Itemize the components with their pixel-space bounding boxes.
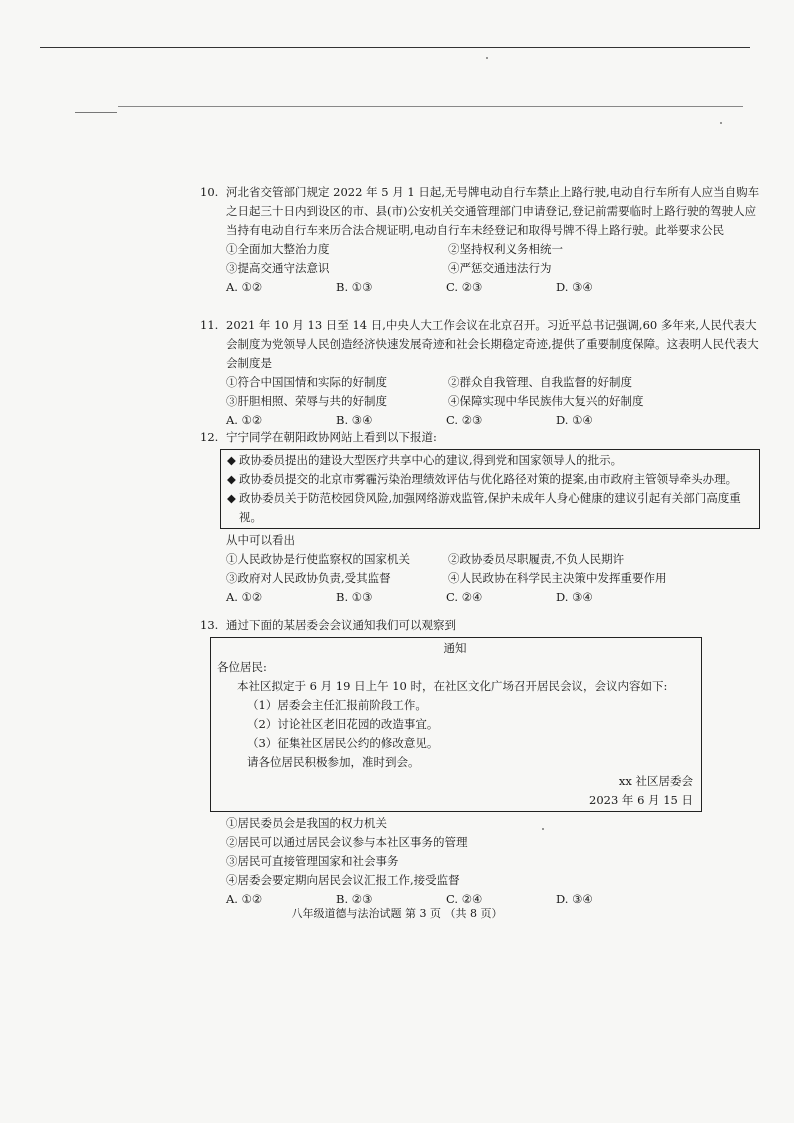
answer-choice-b[interactable]: B. ①③ [336, 280, 373, 294]
question-lead: 从中可以看出 [226, 533, 295, 547]
news-item-text: 政协委员提出的建设大型医疗共享中心的建议,得到党和国家领导人的批示。 [239, 453, 623, 467]
statement-option: ③肝胆相照、荣辱与共的好制度 [226, 394, 387, 408]
news-item [227, 489, 751, 527]
notice-signer: xx 社区居委会 [618, 774, 693, 788]
scan-line-left [75, 112, 117, 113]
statement-option: ④人民政协在科学民主决策中发挥重要作用 [448, 571, 667, 585]
answer-choice-a[interactable]: A. ①② [226, 590, 263, 604]
statement-option: ③提高交通守法意识 [226, 261, 330, 275]
question-13 [200, 616, 760, 909]
question-text: 2021 年 10 月 13 日至 14 日,中央人大工作会议在北京召开。习近平总书记强调,60 多年来,人民代表大会制度为党领导人民创造经济快速发展奇迹和社会长期稳定奇迹,提供了重要制度保障。这表明人民代表大会制度是 [226, 318, 759, 370]
answer-choices [200, 278, 760, 297]
statement-option: ②居民可以通过居民会议参与本社区事务的管理 [226, 835, 468, 849]
page-footer: 八年级道德与法治试题 第 3 页 （共 8 页） [291, 907, 503, 920]
statement-options [200, 373, 760, 411]
answer-choice-d[interactable]: D. ③④ [556, 590, 593, 604]
statement-option: ②坚持权利义务相统一 [448, 242, 563, 256]
answer-choice-a[interactable]: A. ①② [226, 280, 263, 294]
answer-choice-b[interactable]: B. ③④ [336, 413, 373, 427]
notice-item: （3）征集社区居民公约的修改意见。 [247, 736, 439, 750]
statement-option: ④严惩交通违法行为 [448, 261, 552, 275]
question-stem [200, 616, 760, 635]
answer-choice-d[interactable]: D. ①④ [556, 413, 593, 427]
question-12 [200, 428, 760, 607]
question-number: 11. [200, 318, 219, 332]
news-item [227, 470, 751, 489]
scan-speck [486, 57, 488, 59]
answer-choice-a[interactable]: A. ①② [226, 892, 263, 906]
statement-option: ④保障实现中华民族伟大复兴的好制度 [448, 394, 644, 408]
notice-item: （2）讨论社区老旧花园的改造事宜。 [247, 717, 439, 731]
diamond-bullet-icon: ◆ [227, 453, 236, 467]
diamond-bullet-icon: ◆ [227, 472, 236, 486]
answer-choice-c[interactable]: C. ②③ [446, 280, 483, 294]
question-number: 10. [200, 185, 219, 199]
statement-option: ④居委会要定期向居民会议汇报工作,接受监督 [226, 873, 460, 887]
scan-line-top [40, 47, 750, 48]
question-number: 13. [200, 618, 219, 632]
notice-salutation: 各位居民: [217, 660, 267, 674]
answer-choice-c[interactable]: C. ②④ [446, 892, 483, 906]
answer-choice-b[interactable]: B. ①③ [336, 590, 373, 604]
answer-choice-a[interactable]: A. ①② [226, 413, 263, 427]
notice-item: （1）居委会主任汇报前阶段工作。 [247, 698, 427, 712]
statement-option: ③政府对人民政协负责,受其监督 [226, 571, 391, 585]
statement-option: ③居民可直接管理国家和社会事务 [226, 854, 399, 868]
scan-line-upper [118, 106, 743, 107]
question-text: 通过下面的某居委会会议通知我们可以观察到 [226, 618, 456, 632]
answer-choices [200, 588, 760, 607]
notice-date: 2023 年 6 月 15 日 [589, 793, 693, 807]
statement-option: ①人民政协是行使监察权的国家机关 [226, 552, 410, 566]
statement-option: ①居民委员会是我国的权力机关 [226, 816, 387, 830]
question-10 [200, 183, 760, 297]
statement-options [200, 550, 760, 588]
question-text: 宁宁同学在朝阳政协网站上看到以下报道: [226, 430, 437, 444]
notice-title: 通知 [443, 641, 467, 655]
answer-choice-b[interactable]: B. ②③ [336, 892, 373, 906]
statement-options [200, 814, 760, 890]
diamond-bullet-icon: ◆ [227, 491, 236, 505]
answer-choice-c[interactable]: C. ②④ [446, 590, 483, 604]
news-report-box [220, 449, 760, 529]
question-11 [200, 316, 760, 430]
notice-closing: 请各位居民积极参加，准时到会。 [247, 755, 420, 769]
meeting-notice-box [210, 637, 702, 812]
question-stem [200, 183, 760, 240]
question-text: 河北省交管部门规定 2022 年 5 月 1 日起,无号牌电动自行车禁止上路行驶,电动自行车所有人应当自购车之日起三十日内到设区的市、县(市)公安机关交通管理部门申请登记,登记前需要临时上路行驶的驾驶人应当持有电动自行车来历合法合规证明,电动自行车未经登记和取得号牌不得上路行驶。此举要求公民 [226, 185, 760, 237]
question-stem [200, 316, 760, 373]
statement-option: ①符合中国国情和实际的好制度 [226, 375, 387, 389]
question-number: 12. [200, 430, 219, 444]
notice-body: 本社区拟定于 6 月 19 日上午 10 时，在社区文化广场召开居民会议，会议内容如下: [237, 679, 668, 693]
answer-choice-d[interactable]: D. ③④ [556, 280, 593, 294]
scan-speck [720, 122, 722, 124]
statement-option: ②群众自我管理、自我监督的好制度 [448, 375, 632, 389]
statement-option: ②政协委员尽职履责,不负人民期许 [448, 552, 625, 566]
answer-choice-c[interactable]: C. ②③ [446, 413, 483, 427]
news-item-text: 政协委员提交的北京市雾霾污染治理绩效评估与优化路径对策的提案,由市政府主管领导牵头办理。 [239, 472, 738, 486]
answer-choice-d[interactable]: D. ③④ [556, 892, 593, 906]
news-item [227, 451, 751, 470]
question-stem [200, 428, 760, 447]
news-item-text: 政协委员关于防范校园贷风险,加强网络游戏监管,保护未成年人身心健康的建议引起有关部门高度重视。 [239, 491, 741, 524]
statement-option: ①全面加大整治力度 [226, 242, 330, 256]
statement-options [200, 240, 760, 278]
